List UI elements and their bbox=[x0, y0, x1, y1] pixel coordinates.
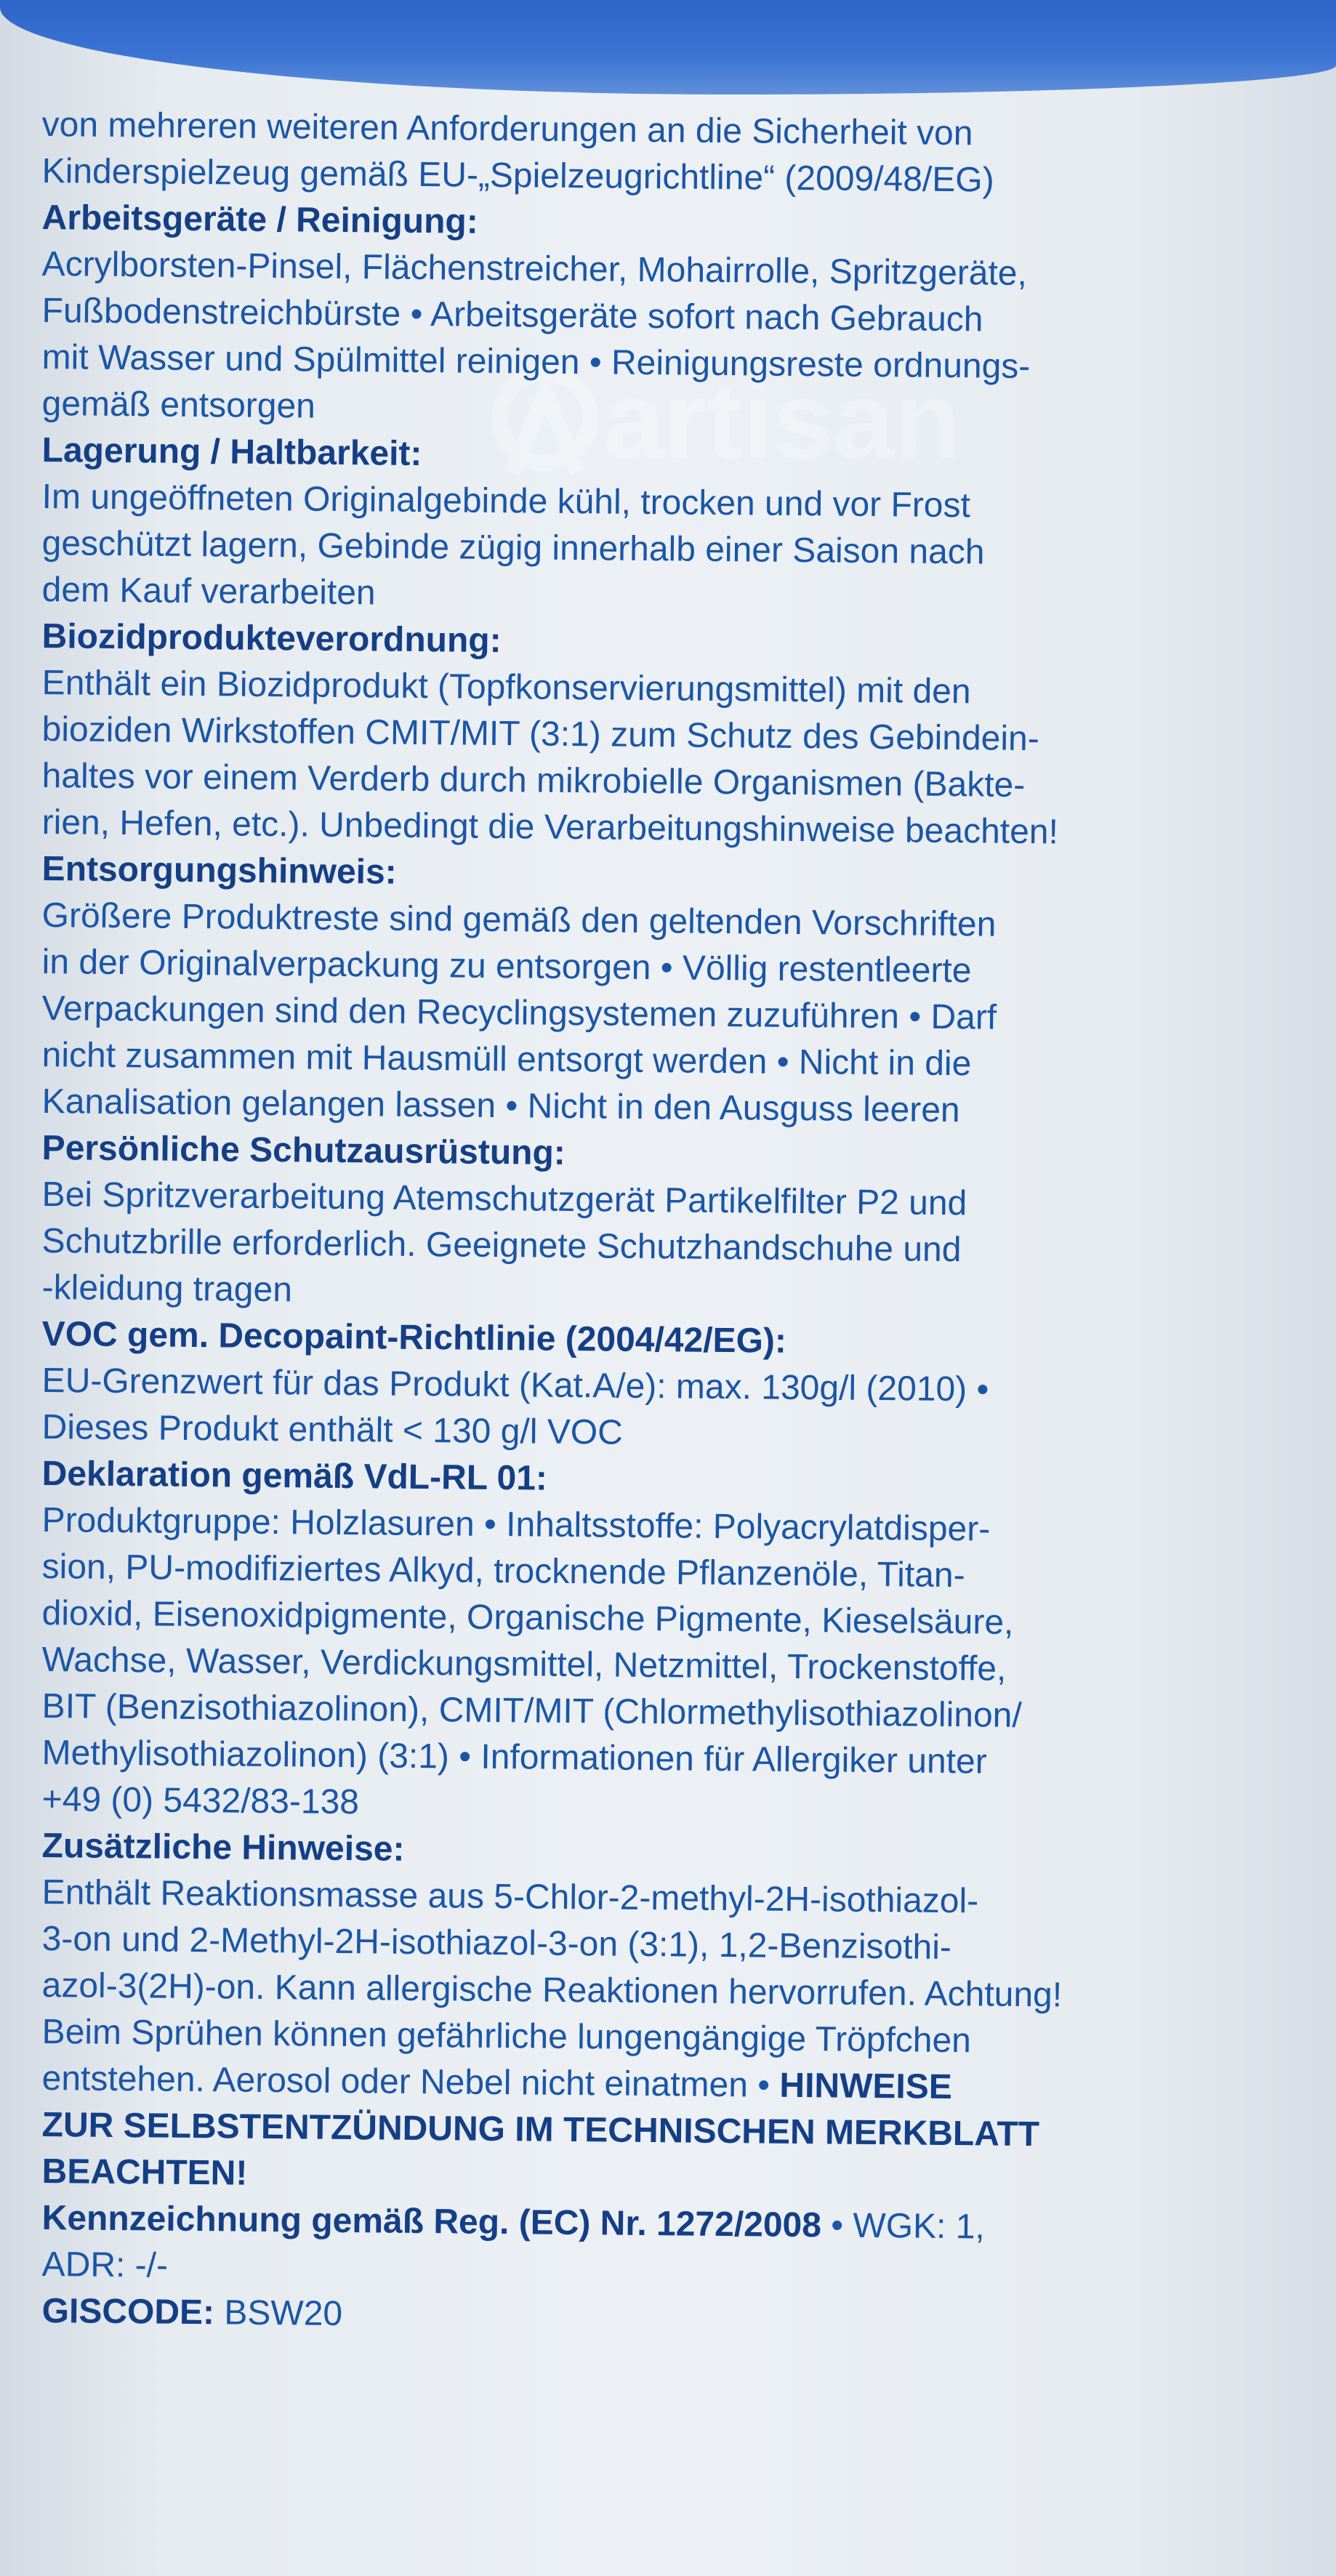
section-line: Acrylborsten-Pinsel, Flächenstreicher, Mohairrolle, Spritzgeräte, bbox=[41, 244, 1028, 294]
section-line: Verpackungen sind den Recyclingsystemen zuzuführen • Darf bbox=[41, 989, 997, 1037]
section-line: sion, PU-modifiziertes Alkyd, trocknende Pflanzenöle, Titan- bbox=[41, 1547, 965, 1595]
section-line: Produktgruppe: Holzlasuren • Inhaltsstoffe: Polyacrylatdisper- bbox=[41, 1500, 991, 1549]
intro-line: Kinderspielzeug gemäß EU-„Spielzeugrichtline“ (2009/48/EG) bbox=[41, 151, 994, 200]
intro-line: von mehreren weiteren Anforderungen an die Sicherheit von bbox=[41, 105, 973, 153]
section-heading: VOC gem. Decopaint-Richtlinie (2004/42/EG): bbox=[41, 1314, 787, 1361]
kennzeichnung-bold: Kennzeichnung gemäß Reg. (EC) Nr. 1272/2008 bbox=[41, 2198, 822, 2245]
section-deklaration bbox=[42, 1451, 1307, 1823]
section-line: BIT (Benzisothiazolinon), CMIT/MIT (Chlormethylisothiazolinon/ bbox=[41, 1686, 1022, 1735]
section-line: EU-Grenzwert für das Produkt (Kat.A/e): max. 130g/l (2010) • bbox=[41, 1361, 989, 1409]
section-heading: Biozidprodukteverordnung: bbox=[41, 616, 502, 661]
section-line: in der Originalverpackung zu entsorgen • Völlig restentleerte bbox=[41, 942, 972, 991]
section-line: nicht zusammen mit Hausmüll entsorgt werden • Nicht in die bbox=[41, 1035, 972, 1084]
mixed-line-normal: entstehen. Aerosol oder Nebel nicht einatmen • bbox=[41, 2058, 780, 2105]
section-caps-line: ZUR SELBSTENTZÜNDUNG IM TECHNISCHEN MERKBLATT bbox=[41, 2105, 1040, 2154]
section-line: mit Wasser und Spülmittel reinigen • Reinigungsreste ordnungs- bbox=[41, 337, 1031, 387]
section-line: azol-3(2H)-on. Kann allergische Reaktionen hervorrufen. Achtung! bbox=[41, 1965, 1063, 2015]
section-line: Dieses Produkt enthält < 130 g/l VOC bbox=[41, 1407, 624, 1452]
section-line: +49 (0) 5432/83-138 bbox=[41, 1779, 360, 1822]
section-line: rien, Hefen, etc.). Unbedingt die Verarbeitungshinweise beachten! bbox=[41, 802, 1059, 852]
section-line: Beim Sprühen können gefährliche lungengängige Tröpfchen bbox=[41, 2012, 972, 2061]
section-line: dem Kauf verarbeiten bbox=[41, 570, 376, 613]
section-line: Methylisothiazolinon) (3:1) • Informationen für Allergiker unter bbox=[41, 1733, 987, 1782]
svg-text:artisan: artisan bbox=[603, 359, 961, 481]
section-zusaetzliche-hinweise bbox=[42, 1823, 1307, 2195]
section-line: Schutzbrille erforderlich. Geeignete Schutzhandschuhe und bbox=[41, 1221, 962, 1270]
section-arbeitsgeraete bbox=[42, 195, 1307, 427]
section-voc bbox=[42, 1311, 1307, 1451]
section-line: Größere Produktreste sind gemäß den geltenden Vorschriften bbox=[41, 895, 997, 944]
mixed-line-caps: HINWEISE bbox=[779, 2066, 953, 2107]
kennzeichnung-line2: ADR: -/- bbox=[41, 2245, 169, 2285]
section-heading: Arbeitsgeräte / Reinigung: bbox=[41, 198, 479, 241]
section-line: bioziden Wirkstoffen CMIT/MIT (3:1) zum Schutz des Gebindein- bbox=[41, 709, 1039, 759]
section-line: gemäß entsorgen bbox=[41, 384, 316, 426]
section-line: Bei Spritzverarbeitung Atemschutzgerät Partikelfilter P2 und bbox=[41, 1175, 967, 1223]
section-line: geschützt lagern, Gebinde zügig innerhalb einer Saison nach bbox=[41, 523, 985, 572]
kennzeichnung-normal: • WGK: 1, bbox=[821, 2206, 986, 2247]
section-caps-line: BEACHTEN! bbox=[41, 2152, 248, 2193]
section-line: Kanalisation gelangen lassen • Nicht in den Ausguss leeren bbox=[41, 1082, 960, 1130]
section-heading: Zusätzliche Hinweise: bbox=[41, 1826, 405, 1869]
section-line: Im ungeöffneten Originalgebinde kühl, trocken und vor Frost bbox=[41, 477, 971, 526]
section-heading: Persönliche Schutzausrüstung: bbox=[41, 1128, 566, 1172]
section-line: -kleidung tragen bbox=[41, 1268, 293, 1310]
section-heading: Entsorgungshinweis: bbox=[41, 849, 397, 892]
section-lagerung bbox=[42, 427, 1307, 613]
section-line: dioxid, Eisenoxidpigmente, Organische Pigmente, Kieselsäure, bbox=[41, 1593, 1014, 1642]
giscode-value: BSW20 bbox=[214, 2293, 343, 2333]
section-line: Wachse, Wasser, Verdickungsmittel, Netzmittel, Trockenstoffe, bbox=[41, 1640, 1007, 1689]
section-line: Enthält ein Biozidprodukt (Topfkonservierungsmittel) mit den bbox=[41, 663, 971, 712]
section-entsorgung bbox=[41, 846, 1307, 1130]
kennzeichnung-block bbox=[42, 2195, 1307, 2288]
section-line: haltes vor einem Verderb durch mikrobielle Organismen (Bakte- bbox=[41, 756, 1026, 805]
section-line: 3-on und 2-Methyl-2H-isothiazol-3-on (3:1), 1,2-Benzisothi- bbox=[41, 1919, 952, 1968]
section-schutzausruestung bbox=[42, 1125, 1307, 1311]
section-heading: Deklaration gemäß VdL-RL 01: bbox=[41, 1454, 548, 1498]
section-heading: Lagerung / Haltbarkeit: bbox=[41, 430, 422, 474]
section-line: Fußbodenstreichbürste • Arbeitsgeräte sofort nach Gebrauch bbox=[41, 291, 983, 339]
label-text-block bbox=[42, 102, 1307, 2335]
section-line: Enthält Reaktionsmasse aus 5-Chlor-2-methyl-2H-isothiazol- bbox=[41, 1872, 979, 1921]
section-biozid bbox=[41, 613, 1307, 852]
giscode-label: GISCODE: bbox=[41, 2291, 215, 2333]
